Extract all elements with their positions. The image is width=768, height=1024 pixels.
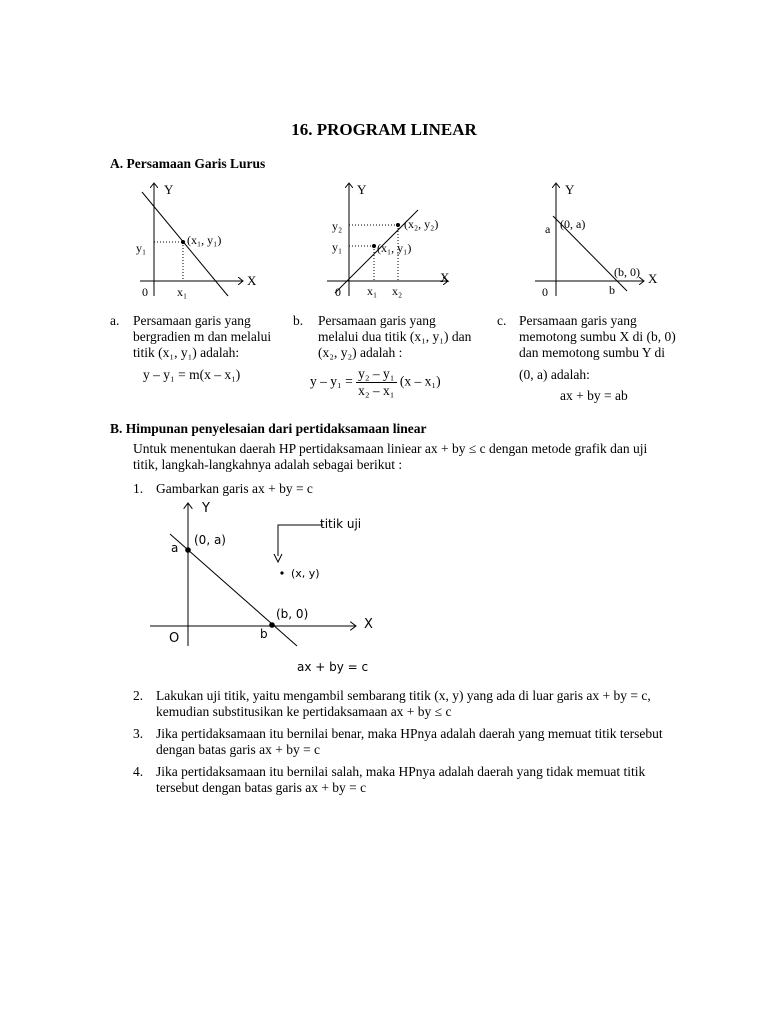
item-a-formula: y – y₁ = m(x – x₁) — [143, 367, 241, 382]
test-arrow — [278, 525, 323, 556]
graph-b-x-label: X — [440, 270, 450, 285]
graph-a-x-tick: x₁ — [177, 285, 188, 299]
graph-c-tick-a: a — [545, 222, 551, 236]
step-4-num: 4. — [133, 764, 144, 779]
graph-hp-origin: O — [169, 631, 180, 646]
graph-hp-point-x-label: (b, 0) — [276, 607, 309, 621]
graph-hp-x-label: X — [364, 617, 373, 632]
graph-c-tick-b: b — [609, 283, 615, 297]
step-2-text: Lakukan uji titik, yaitu mengambil sembarang titik (x, y) yang ada di luar garis ax + by = c, kemudian substitusikan ke pertidaksamaan ax + by ≤ c — [156, 688, 651, 719]
test-point — [280, 571, 283, 574]
item-b-marker: b. — [293, 313, 304, 328]
graph-b-origin: 0 — [335, 285, 341, 299]
item-a-text: Persamaan garis yang bergradien m dan melalui titik (x₁, y₁) adalah: — [133, 313, 272, 360]
graph-c-origin: 0 — [542, 285, 548, 299]
item-c-text: Persamaan garis yang memotong sumbu X di (b, 0) dan memotong sumbu Y di — [519, 313, 676, 360]
step-3-num: 3. — [133, 726, 144, 741]
graph-b-y-tick1: y₁ — [332, 240, 343, 254]
test-label: titik uji — [320, 517, 362, 531]
graph-b-point2-label: (x₂, y₂) — [404, 217, 439, 231]
test-point-label: (x, y) — [291, 567, 320, 580]
graph-b-y-tick2: y₂ — [332, 219, 343, 233]
section-b-intro: Untuk menentukan daerah HP pertidaksamaan liniear ax + by ≤ c dengan metode grafik dan uji titik, langkah-langkahnya adalah sebagai berikut : — [133, 441, 648, 472]
item-c-formula: ax + by = ab — [560, 388, 628, 403]
page-title: 16. PROGRAM LINEAR — [291, 120, 477, 139]
graph-hp-tick-b: b — [260, 627, 268, 641]
graph-c-point-x: (b, 0) — [614, 265, 640, 279]
graph-b-x-tick1: x₁ — [367, 284, 378, 298]
graph-a — [120, 178, 270, 303]
item-a-marker: a. — [110, 313, 120, 328]
graph-hp-point-y-label: (0, a) — [194, 533, 226, 547]
graph-a-point — [181, 240, 185, 244]
item-c-marker: c. — [497, 313, 507, 328]
graph-c — [525, 178, 675, 303]
graph-b — [315, 178, 465, 303]
graph-b-point1 — [372, 244, 376, 248]
graph-hp-point-y — [185, 547, 191, 553]
item-c-line4: (0, a) adalah: — [519, 367, 590, 382]
graph-c-x-label: X — [648, 271, 658, 286]
graph-b-x-tick2: x₂ — [392, 284, 403, 298]
item-b-text: Persamaan garis yang melalui dua titik (x₁, y₁) dan (x₂, y₂) adalah : — [318, 313, 472, 360]
graph-a-y-label: Y — [164, 182, 174, 197]
graph-hp-y-label: Y — [202, 501, 210, 516]
item-b-formula: y – y₁ = $\frac{\text{y₂ – y₁}}{\text{x₂ – x₁}}$ (x – x₁) — [310, 366, 441, 398]
graph-hp-tick-a: a — [171, 541, 179, 555]
graph-c-y-label: Y — [565, 182, 575, 197]
step-1-num: 1. — [133, 481, 144, 496]
graph-a-y-tick: y₁ — [136, 241, 147, 255]
graph-hp-point-x — [269, 622, 275, 628]
step-4-text: Jika pertidaksamaan itu bernilai salah, maka HPnya adalah daerah yang tidak memuat titik tersebut dengan batas garis ax + by = c — [156, 764, 646, 795]
graph-b-y-label: Y — [357, 182, 367, 197]
step-1-text: Gambarkan garis ax + by = c — [156, 481, 313, 496]
graph-hp-line-label: ax + by = c — [297, 660, 369, 674]
graph-a-point-label: (x₁, y₁) — [187, 233, 222, 247]
step-3-text: Jika pertidaksamaan itu bernilai benar, maka HPnya adalah daerah yang memuat titik tersebut dengan batas garis ax + by = c — [156, 726, 663, 757]
graph-b-point1-label: (x₁, y₁) — [377, 241, 412, 255]
step-2-num: 2. — [133, 688, 144, 703]
section-b-heading: B. Himpunan penyelesaian dari pertidaksamaan linear — [110, 421, 427, 436]
graph-hp — [140, 496, 400, 678]
graph-a-x-label: X — [247, 273, 257, 288]
graph-c-point-y: (0, a) — [560, 217, 586, 231]
graph-b-point2 — [396, 223, 400, 227]
section-a-heading: A. Persamaan Garis Lurus — [110, 156, 266, 171]
graph-a-origin: 0 — [142, 285, 148, 299]
